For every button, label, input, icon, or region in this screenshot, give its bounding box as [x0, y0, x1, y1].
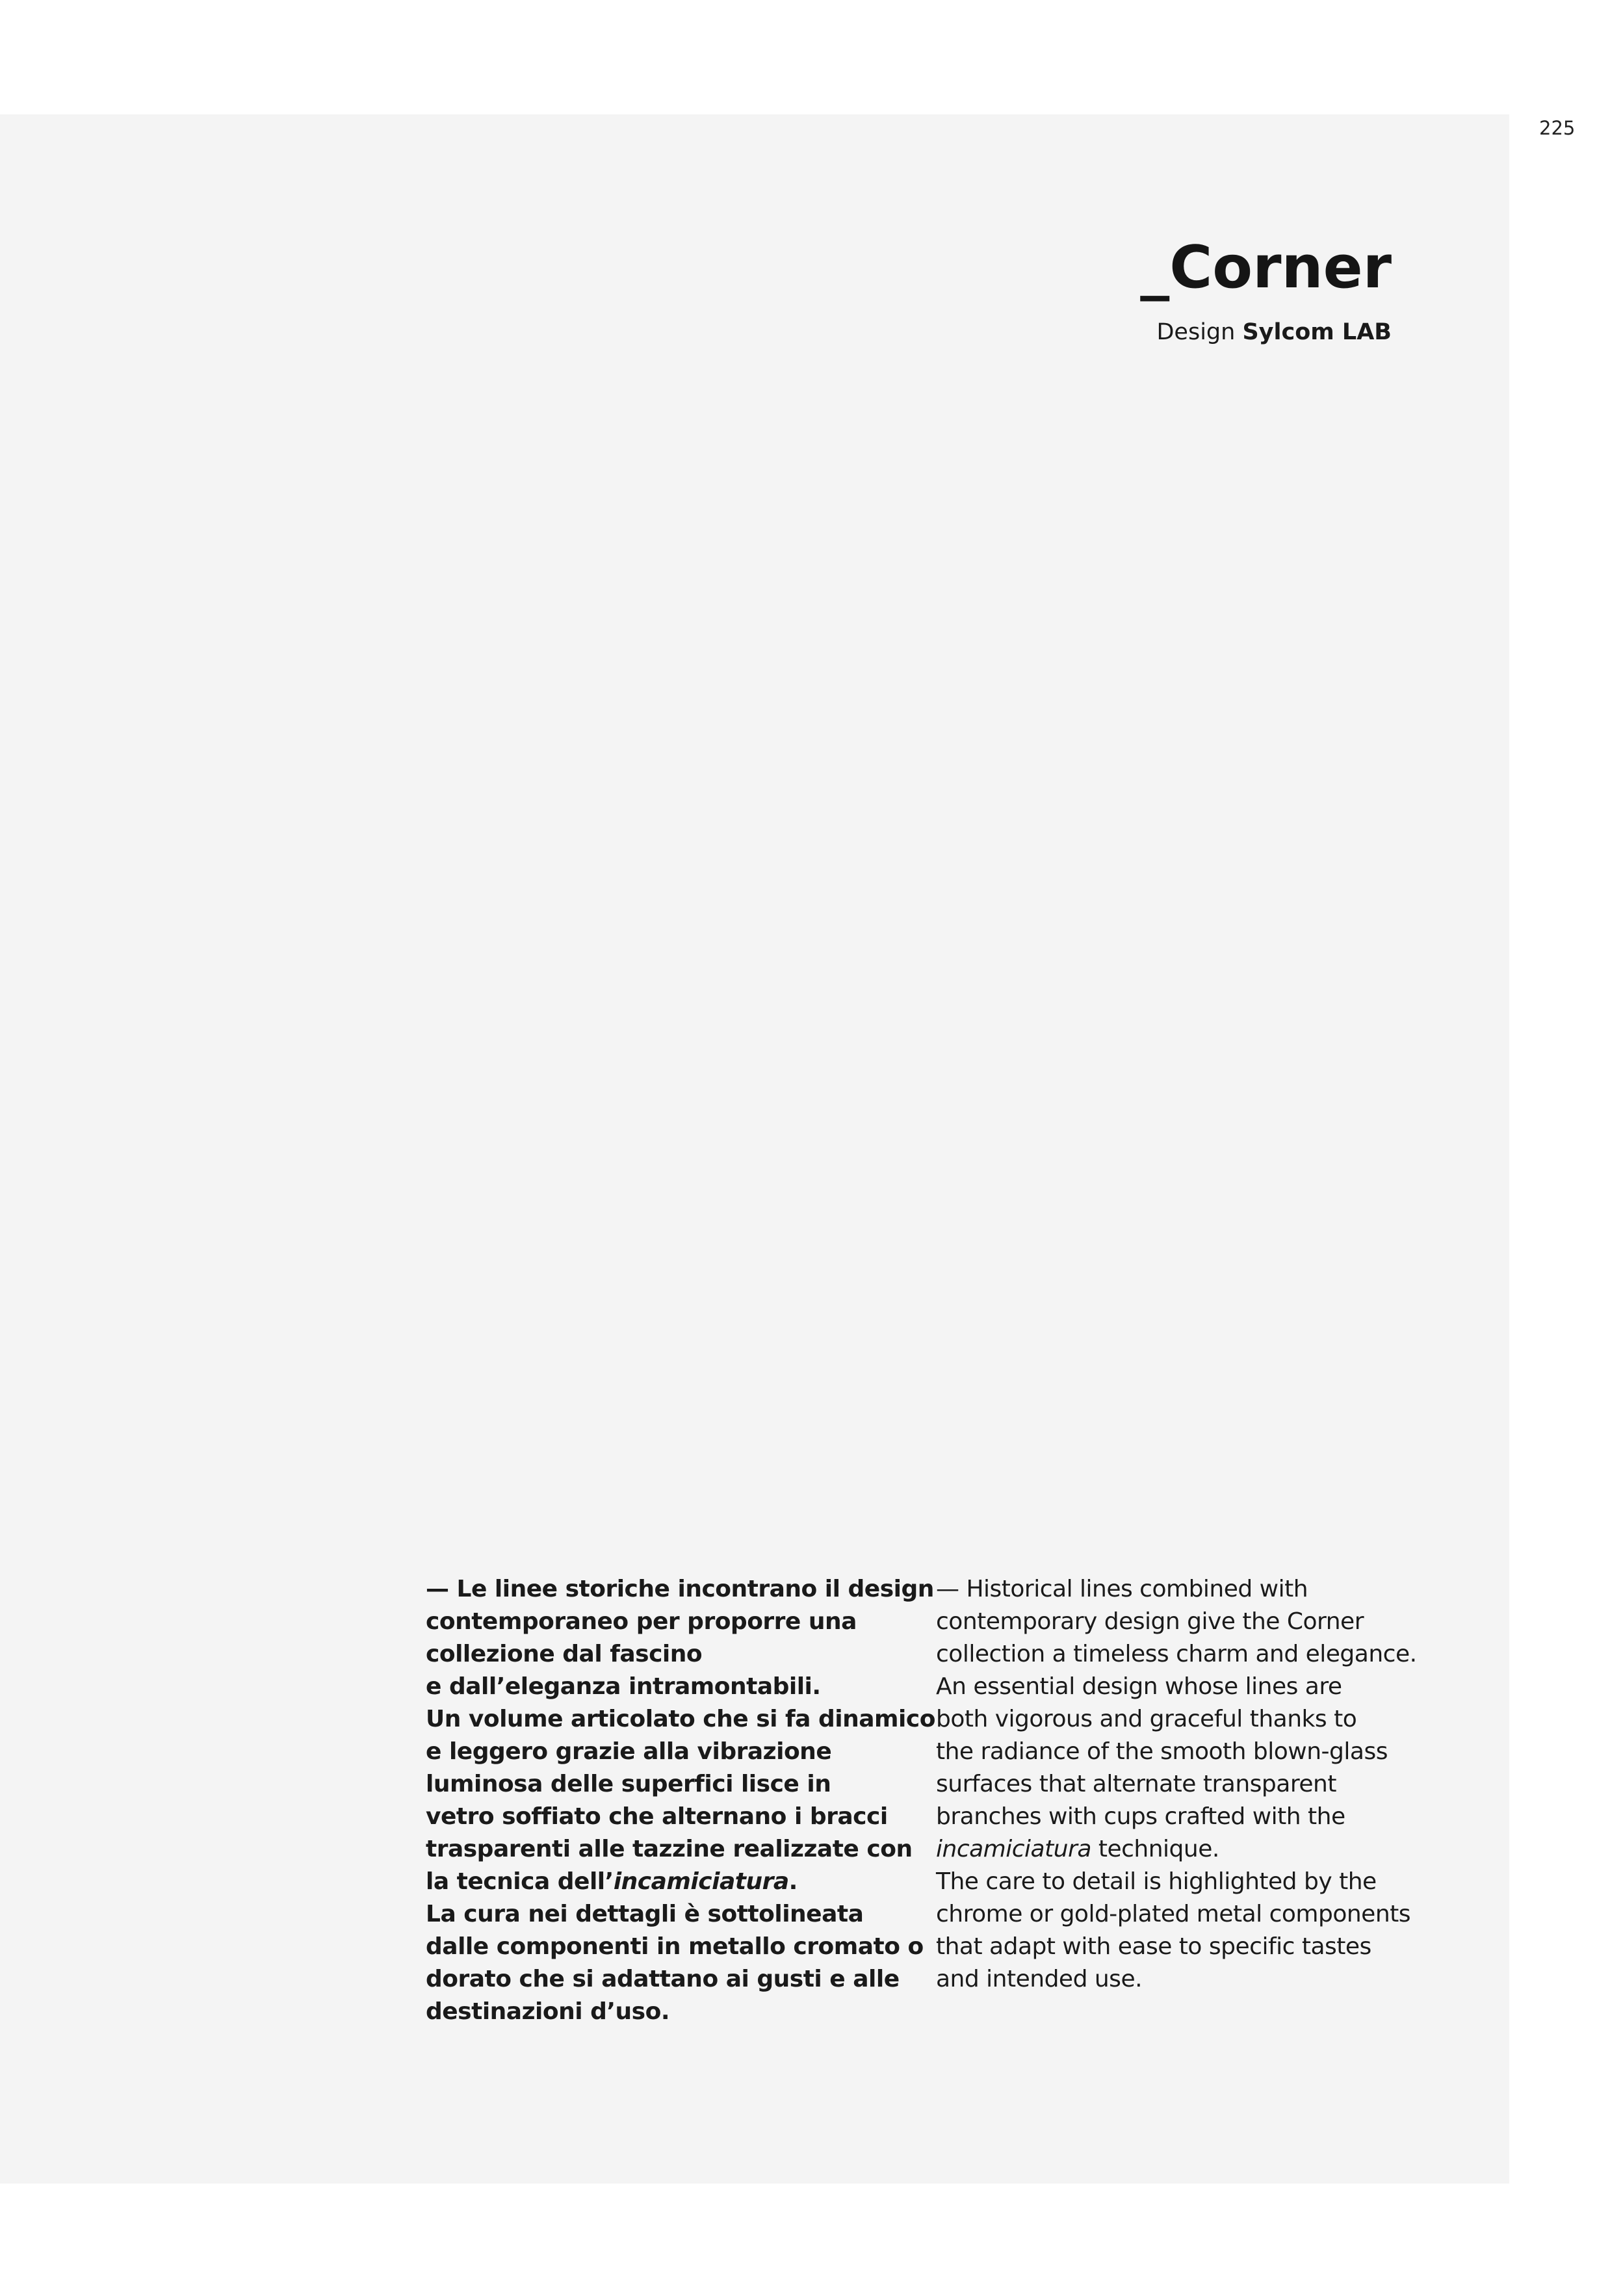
italian-text-line: destinazioni d’uso.: [426, 1998, 670, 2025]
english-text-line: [936, 1833, 1404, 1866]
italian-text-line: dorato che si adattano ai gusti e alle: [426, 1966, 900, 1992]
italian-text-line: vetro soffiato che alternano i bracci: [426, 1803, 888, 1830]
english-text-line: — Historical lines combined with: [936, 1576, 1308, 1602]
english-text-line: both vigorous and graceful thanks to: [936, 1706, 1357, 1732]
english-text-line: collection a timeless charm and elegance.: [936, 1641, 1417, 1667]
italian-text-line: dalle componenti in metallo cromato o: [426, 1933, 924, 1960]
designer-name: Sylcom LAB: [1242, 319, 1392, 345]
italian-text-line: luminosa delle superfici lisce in: [426, 1771, 831, 1797]
english-text-line: and intended use.: [936, 1966, 1143, 1992]
italian-text-line: [426, 1866, 894, 1898]
italian-text-line: — Le linee storiche incontrano il design: [426, 1576, 934, 1602]
credit-prefix: Design: [1156, 319, 1236, 345]
english-text-line: An essential design whose lines are: [936, 1673, 1342, 1700]
english-text-line: surfaces that alternate transparent: [936, 1771, 1336, 1797]
english-text-line: branches with cups crafted with the: [936, 1803, 1345, 1830]
line-text: la tecnica dell’: [426, 1868, 614, 1895]
italic-term: incamiciatura: [936, 1836, 1091, 1862]
italian-text-line: trasparenti alle tazzine realizzate con: [426, 1836, 913, 1862]
italic-term: incamiciatura: [613, 1868, 789, 1895]
line-text: technique.: [1091, 1836, 1219, 1862]
page-number: 225: [1539, 117, 1576, 139]
english-text-line: chrome or gold-plated metal components: [936, 1901, 1411, 1927]
line-text: .: [788, 1868, 798, 1895]
italian-text-line: La cura nei dettagli è sottolineata: [426, 1901, 864, 1927]
italian-text-line: contemporaneo per proporre una: [426, 1608, 857, 1635]
italian-text-line: Un volume articolato che si fa dinamico: [426, 1706, 935, 1732]
italian-text-line: collezione dal fascino: [426, 1641, 703, 1667]
italian-text-line: e dall’eleganza intramontabili.: [426, 1673, 821, 1700]
italian-text-line: e leggero grazie alla vibrazione: [426, 1738, 832, 1765]
english-description: [936, 1573, 1417, 1996]
italian-description: [426, 1573, 935, 2028]
english-text-line: contemporary design give the Corner: [936, 1608, 1364, 1635]
english-text-line: that adapt with ease to specific tastes: [936, 1933, 1371, 1960]
page-title: _Corner: [1140, 233, 1392, 302]
english-text-line: the radiance of the smooth blown-glass: [936, 1738, 1388, 1765]
english-text-line: The care to detail is highlighted by the: [936, 1868, 1377, 1895]
design-credit: [1156, 319, 1392, 345]
